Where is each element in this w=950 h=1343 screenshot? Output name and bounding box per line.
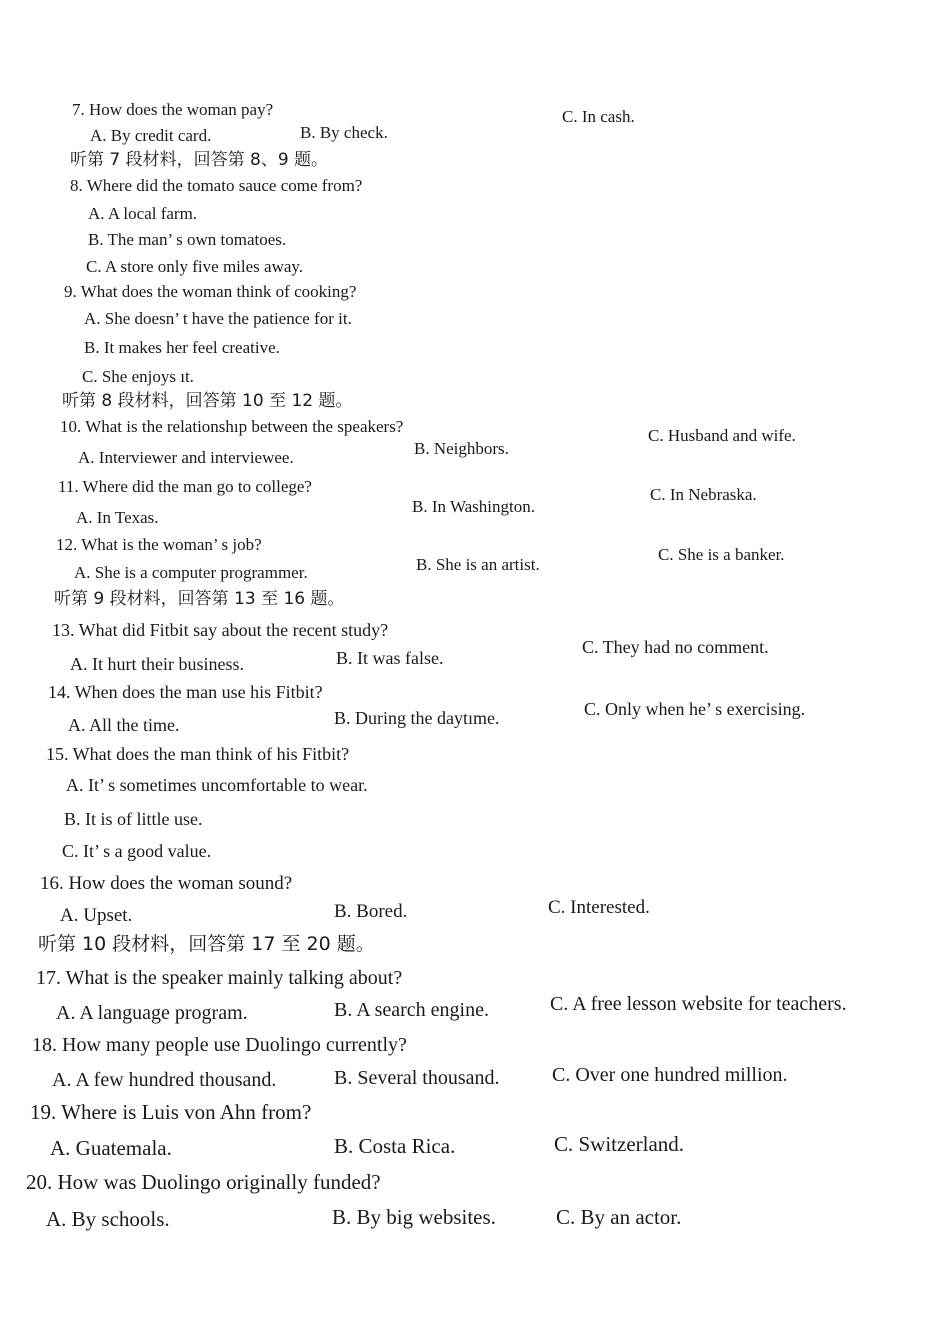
question-16-stem: 16. How does the woman sound?: [40, 873, 293, 894]
question-17-option-b: B. A search engine.: [334, 999, 489, 1021]
question-11-stem: 11. Where did the man go to college?: [58, 477, 312, 496]
question-10-option-c: C. Husband and wife.: [648, 426, 796, 445]
question-13-stem: 13. What did Fitbit say about the recent study?: [52, 620, 389, 640]
question-10-stem: 10. What is the relationshıp between the speakers?: [60, 417, 404, 436]
question-13-option-a: A. It hurt their business.: [70, 654, 244, 674]
question-7-option-b: B. By check.: [300, 123, 388, 142]
question-20-option-b: B. By big websites.: [332, 1205, 496, 1229]
question-20-option-c: C. By an actor.: [556, 1205, 682, 1229]
question-8-option-a: A. A local farm.: [88, 204, 198, 223]
question-14-option-c: C. Only when he’ s exercising.: [584, 699, 806, 719]
question-11-option-c: C. In Nebraska.: [650, 485, 757, 504]
question-11-option-b: B. In Washington.: [412, 497, 535, 516]
question-9-option-b: B. It makes her feel creative.: [84, 338, 280, 357]
question-12-option-a: A. She is a computer programmer.: [74, 563, 308, 582]
question-12-option-c: C. She is a banker.: [658, 545, 785, 564]
question-18-option-b: B. Several thousand.: [334, 1067, 500, 1089]
question-11-option-a: A. In Texas.: [76, 508, 159, 527]
question-17-option-a: A. A language program.: [56, 1002, 248, 1024]
question-19-option-b: B. Costa Rica.: [334, 1134, 456, 1158]
section-heading-7: 听第 7 段材料，回答第 8、9 题。: [70, 150, 329, 170]
question-20-option-a: A. By schools.: [46, 1207, 170, 1231]
question-14-option-b: B. During the daytıme.: [334, 708, 500, 728]
question-17-stem: 17. What is the speaker mainly talking about?: [36, 967, 403, 989]
question-16-option-b: B. Bored.: [334, 901, 408, 922]
question-7-option-c: C. In cash.: [562, 107, 635, 126]
question-10-option-b: B. Neighbors.: [414, 439, 509, 458]
question-15-option-c: C. It’ s a good value.: [62, 841, 212, 861]
question-16-option-a: A. Upset.: [60, 905, 133, 926]
question-18-option-c: C. Over one hundred million.: [552, 1064, 788, 1086]
question-9-option-c: C. She enjoys ıt.: [82, 367, 194, 386]
question-19-option-a: A. Guatemala.: [50, 1136, 172, 1160]
question-15-option-b: B. It is of little use.: [64, 809, 203, 829]
question-12-stem: 12. What is the woman’ s job?: [56, 535, 262, 554]
question-7-option-a: A. By credit card.: [90, 126, 212, 145]
question-9-option-a: A. She doesn’ t have the patience for it.: [84, 309, 352, 328]
question-8-option-b: B. The man’ s own tomatoes.: [88, 230, 287, 249]
question-18-option-a: A. A few hundred thousand.: [52, 1069, 277, 1091]
question-9-stem: 9. What does the woman think of cooking?: [64, 282, 357, 301]
section-heading-8: 听第 8 段材料，回答第 10 至 12 题。: [62, 391, 353, 411]
question-18-stem: 18. How many people use Duolingo currently?: [32, 1034, 407, 1056]
question-19-option-c: C. Switzerland.: [554, 1132, 685, 1156]
question-12-option-b: B. She is an artist.: [416, 555, 540, 574]
question-13-option-b: B. It was false.: [336, 648, 444, 668]
question-13-option-c: C. They had no comment.: [582, 637, 769, 657]
question-19-stem: 19. Where is Luis von Ahn from?: [30, 1100, 312, 1124]
question-10-option-a: A. Interviewer and interviewee.: [78, 448, 294, 467]
section-heading-10: 听第 10 段材料，回答第 17 至 20 题。: [38, 933, 375, 955]
question-15-stem: 15. What does the man think of his Fitbit?: [46, 744, 350, 764]
question-14-option-a: A. All the time.: [68, 715, 180, 735]
section-heading-9: 听第 9 段材料，回答第 13 至 16 题。: [54, 589, 345, 609]
question-15-option-a: A. It’ s sometimes uncomfortable to wear.: [66, 775, 368, 795]
question-14-stem: 14. When does the man use his Fitbit?: [48, 682, 323, 702]
question-8-stem: 8. Where did the tomato sauce come from?: [70, 176, 363, 195]
question-16-option-c: C. Interested.: [548, 897, 650, 918]
question-20-stem: 20. How was Duolingo originally funded?: [26, 1170, 381, 1194]
question-7-stem: 7. How does the woman pay?: [72, 100, 274, 119]
question-17-option-c: C. A free lesson website for teachers.: [550, 993, 847, 1015]
question-8-option-c: C. A store only five miles away.: [86, 257, 304, 276]
